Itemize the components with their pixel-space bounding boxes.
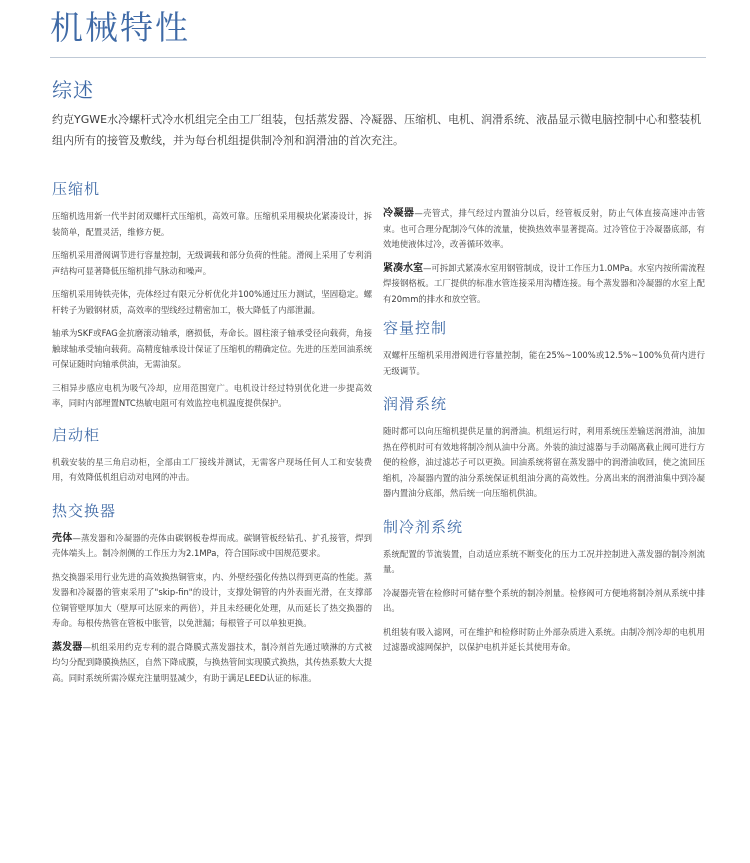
compressor-paragraph-2: 压缩机采用滑阀调节进行容量控制，无级调载和部分负荷的性能。滑阀上采用了专利消声结构可显著降低压缩机排气脉动和噪声。 — [52, 250, 372, 276]
overview-text: 约克YGWE水冷螺杆式冷水机组完全由工厂组装，包括蒸发器、冷凝器、压缩机、电机、润滑系统、液晶显示微电脑控制中心和整装机组内所有的接管及敷线，并为每台机组提供制冷剂和润滑油的首次充注。 — [52, 113, 702, 147]
starter-title: 启动柜 — [52, 425, 101, 444]
refrigerant-section — [383, 516, 705, 656]
overview-title: 综述 — [52, 78, 94, 102]
compressor-paragraph-3: 压缩机采用铸铁壳体，壳体经过有限元分析优化并100%通过压力测试，坚固稳定。螺杆转子为锻钢材质，高效率的型线经过精密加工，极大降低了内部泄漏。 — [52, 289, 372, 315]
title-divider — [50, 57, 706, 58]
condenser-block — [383, 206, 705, 307]
condenser-lead: 冷凝器 — [383, 208, 415, 219]
page-title: 机械特性 — [50, 8, 190, 47]
refrigerant-paragraph-3: 机组装有吸入滤网，可在维护和检修时防止外部杂质进入系统。由制冷剂冷却的电机用过滤器或滤网保护，以保护电机并延长其使用寿命。 — [383, 626, 705, 652]
lubrication-paragraph-1: 随时都可以向压缩机提供足量的润滑油。机组运行时，利用系统压差输送润滑油，油加热在停机时可有效地将制冷剂从油中分离。外装的油过滤器与手动隔离截止阀可进行方便的检修，油过滤芯子可以更换。回油系统将留在蒸发器中的润滑油收回，使之流回压缩机，冷凝器内置的油分系统保证机组油分离的高效性。分离出来的润滑油集中到冷凝器内置油分底部，然后统一向压缩机供油。 — [383, 426, 705, 498]
water-box-paragraph — [383, 261, 705, 308]
condenser-text: —壳管式，排气经过内置油分以后，经管板反射，防止气体直接高速冲击管束。也可合理分配制冷气体的流量，使换热效率显著提高。过冷管位于冷凝器底部，有效地使液体过冷，改善循环效率。 — [383, 208, 706, 249]
right-column — [383, 206, 705, 664]
lubrication-title: 润滑系统 — [383, 395, 448, 413]
evaporator-lead: 蒸发器 — [52, 641, 83, 653]
compressor-paragraph-4: 轴承为SKF或FAG金抗磨滚动轴承，磨损低，寿命长。圆柱滚子轴承受径向载荷，角接触球轴承受轴向载荷。高精度轴承设计保证了压缩机的精确定位。先进的压差回油系统可保证随时向轴承供油，无需油泵。 — [52, 328, 372, 369]
condenser-paragraph — [383, 206, 705, 253]
capacity-section — [383, 317, 705, 379]
evaporator-paragraph — [52, 640, 372, 687]
shell-lead: 壳体 — [52, 532, 73, 544]
left-column — [52, 178, 372, 694]
lubrication-section — [383, 393, 705, 502]
heat-exchanger-title: 热交换器 — [52, 501, 117, 520]
compressor-paragraph-1: 压缩机选用新一代半封闭双螺杆式压缩机，高效可靠。压缩机采用模块化紧凑设计，拆装简单，配置灵活，维修方便。 — [52, 211, 372, 237]
water-box-lead: 紧凑水室 — [383, 262, 424, 274]
refrigerant-paragraph-2: 冷凝器壳管在检修时可储存整个系统的制冷剂量。检修阀可方便地将制冷剂从系统中排出。 — [383, 587, 705, 613]
water-box-text: —可拆卸式紧凑水室用钢管制成，设计工作压力1.0MPa。水室内按所需流程焊接钢格板。工厂提供的标准水管连接采用沟槽连接。每个蒸发器和冷凝器的水室上配有20mm的排水和放空管。 — [383, 262, 705, 304]
shell-text: —蒸发器和冷凝器的壳体由碳钢板卷焊而成。碳钢管板经钻孔、扩孔接管，焊到壳体端头上。制冷剂侧的工作压力为2.1MPa，符合国际或中国规范要求。 — [52, 532, 373, 558]
starter-paragraph-1: 机载安装的星三角启动柜，全部由工厂接线并测试，无需客户现场任何人工和安装费用，有效降低机组启动对电网的冲击。 — [52, 456, 372, 482]
shell-paragraph — [52, 531, 372, 562]
capacity-paragraph-1: 双螺杆压缩机采用滑阀进行容量控制，能在25%~100%或12.5%~100%负荷内进行无级调节。 — [383, 350, 705, 376]
tube-paragraph: 热交换器采用行业先进的高效换热铜管束，内、外壁经强化传热以得到更高的性能。蒸发器和冷凝器的管束采用了"skip-fin"的设计，支撑处铜管的内外表面光滑，在支撑部位铜管壁厚加大（壁厚可达原来的两倍），并且未经硬化处理，从而延长了热交换器的寿命。每根传热管在管板中胀管，以免泄漏；每根管子可以单独更换。 — [52, 571, 372, 628]
starter-section — [52, 424, 372, 486]
refrigerant-title: 制冷剂系统 — [383, 517, 464, 536]
compressor-section — [52, 178, 372, 412]
compressor-paragraph-5: 三相异步感应电机为吸气冷却，应用范围宽广。电机设计经过特别优化进一步提高效率，同时内部埋置NTC热敏电阻可有效监控电机温度提供保护。 — [52, 382, 372, 408]
capacity-title: 容量控制 — [383, 319, 448, 337]
evaporator-text: —机组采用约克专利的混合降膜式蒸发器技术，制冷剂首先通过喷淋的方式被均匀分配到降膜换热区，自然下降成膜，与换热管间实现膜式换热，其传热系数大大提高。同时系统所需冷媒充注量明显减少，有助于满足LEED认证的标准。 — [52, 641, 372, 683]
refrigerant-paragraph-1: 系统配置的节流装置，自动适应系统不断变化的压力工况并控制进入蒸发器的制冷剂流量。 — [383, 548, 705, 574]
compressor-title: 压缩机 — [52, 180, 101, 198]
heat-exchanger-section — [52, 500, 372, 687]
